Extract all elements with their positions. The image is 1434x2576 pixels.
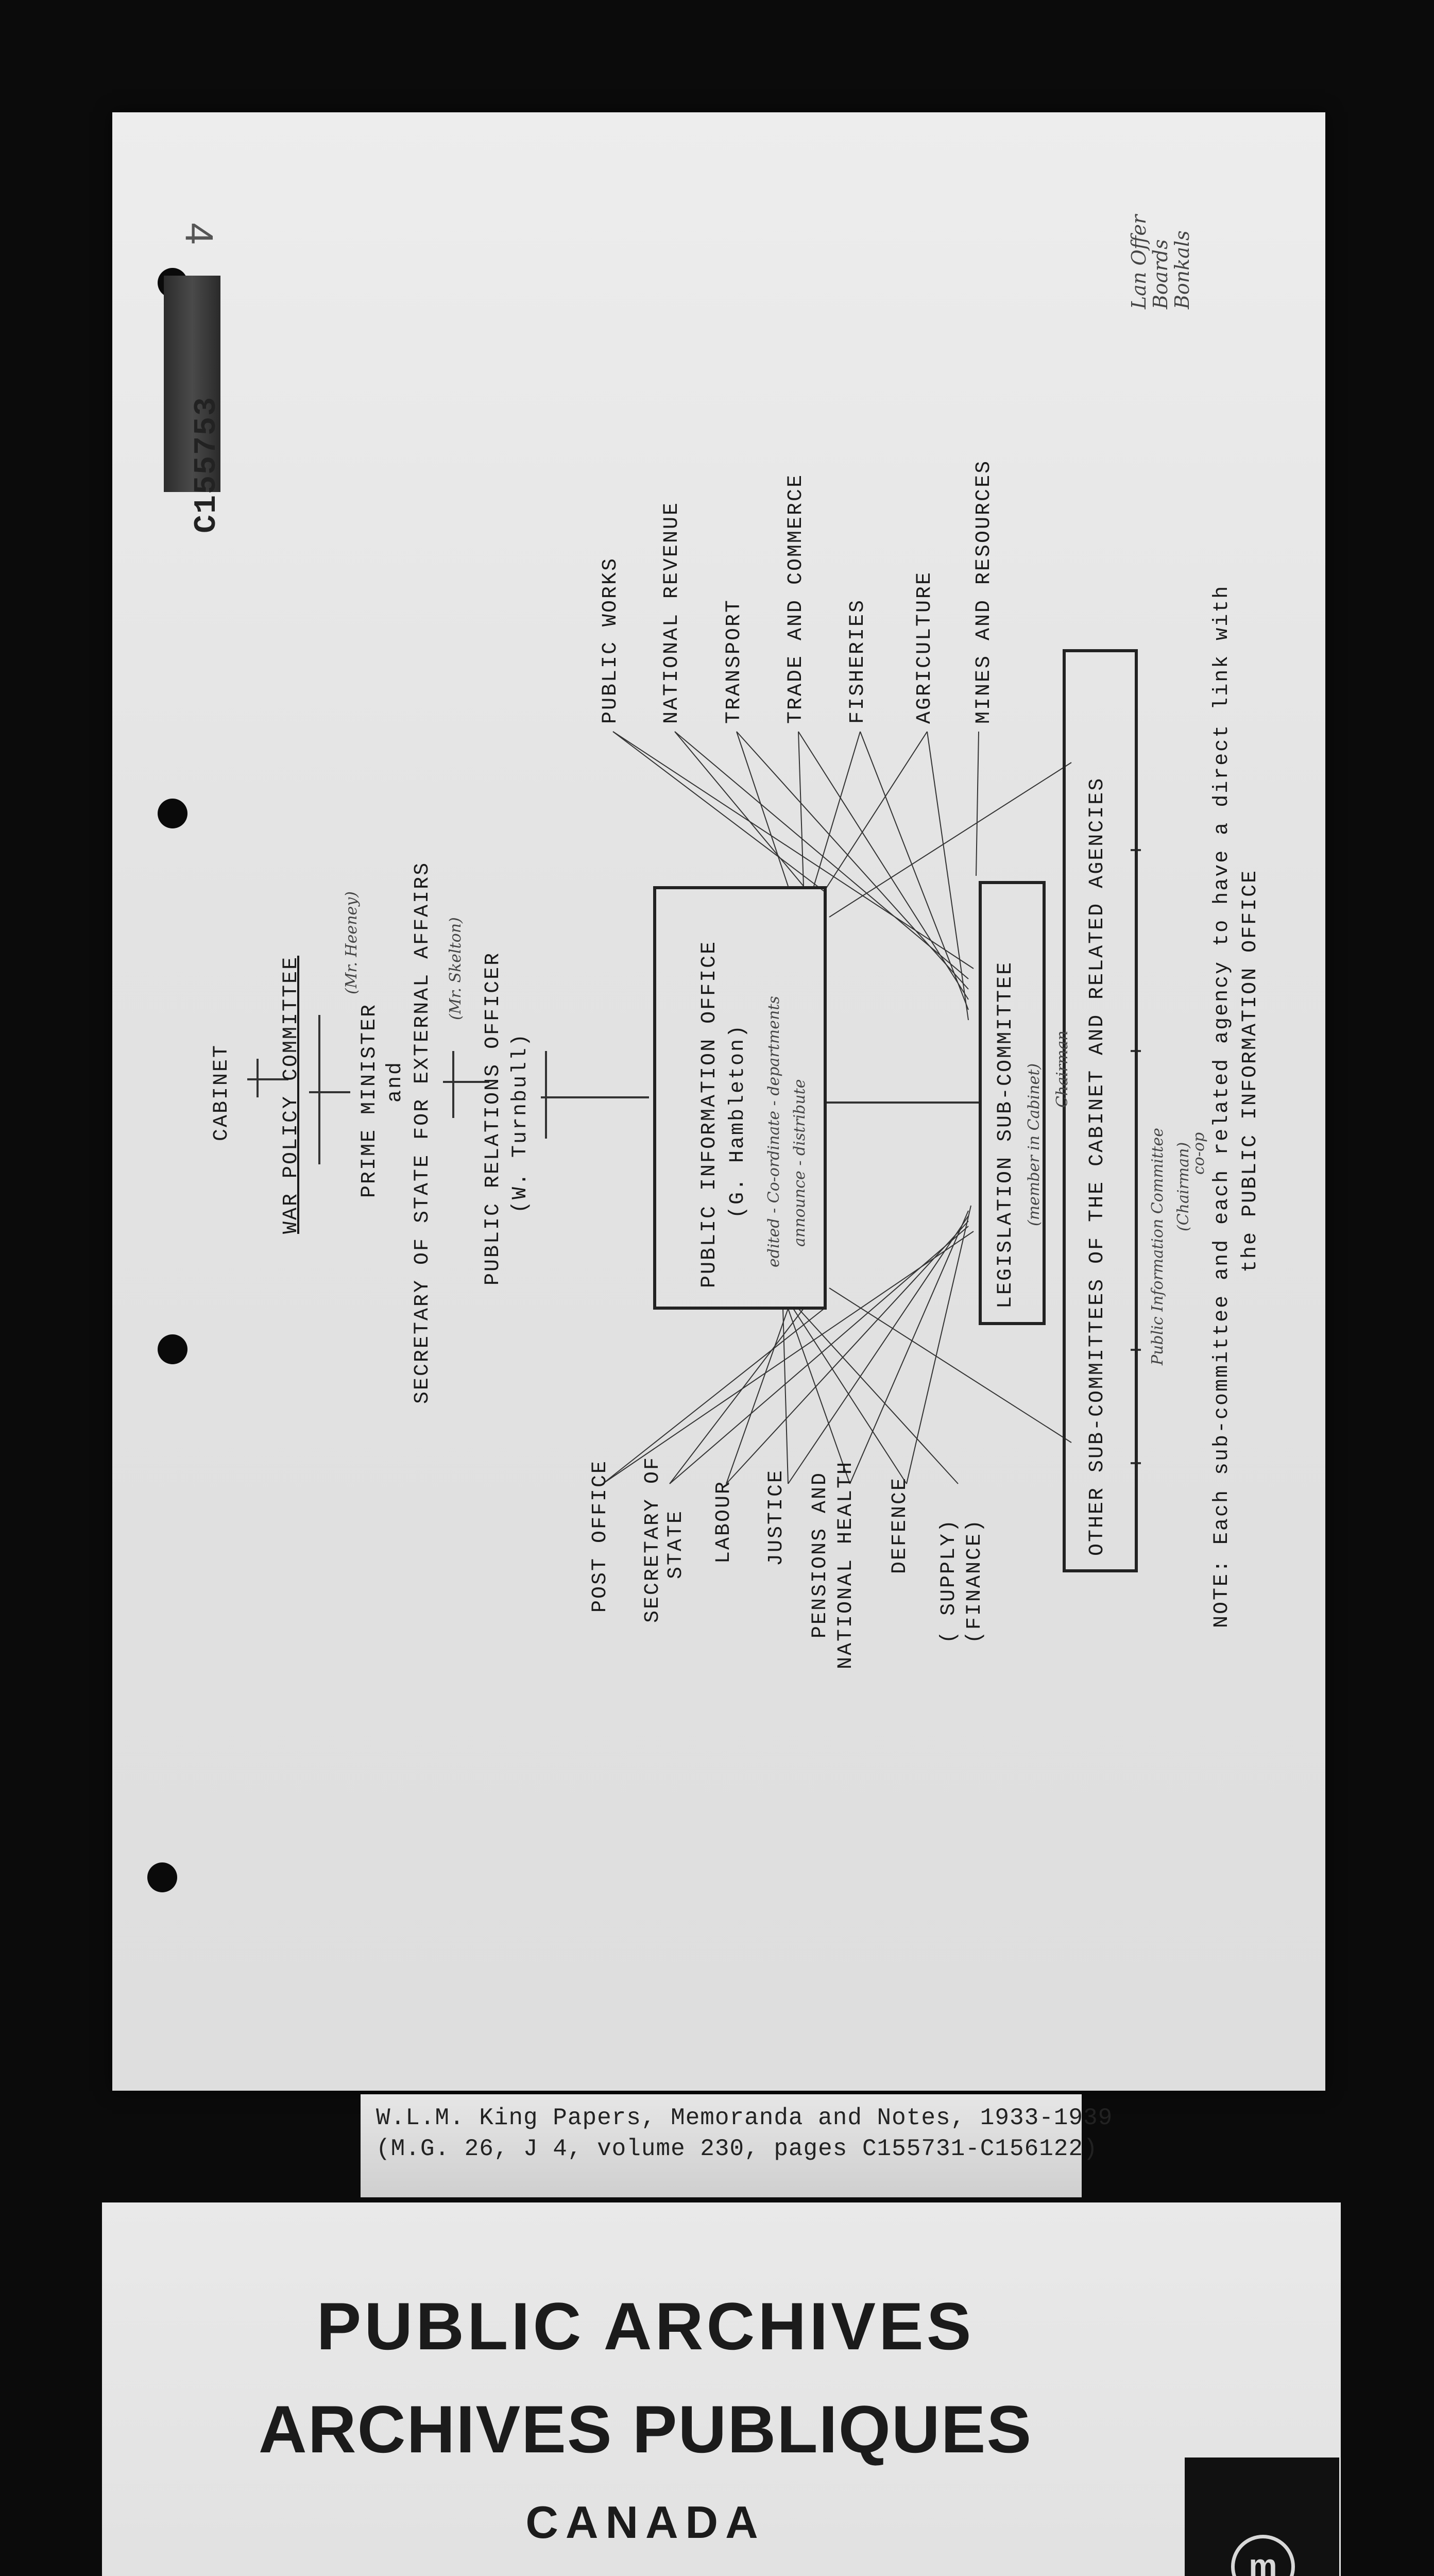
margin-note-line: Bonkals [1171,230,1193,309]
dept-trade-commerce: TRADE AND COMMERCE [784,473,808,724]
other-handwritten-note: (Chairman) [1174,1142,1192,1231]
dept-secretary-of-state: SECRETARY OF [641,1455,664,1623]
archive-title-en: PUBLIC ARCHIVES [316,2289,975,2364]
external-handwritten-note: (Mr. Skelton) [447,917,465,1020]
dept-transport: TRANSPORT [723,598,746,724]
dept-defence: DEFENCE [889,1476,912,1574]
dept-fisheries: FISHERIES [846,598,869,724]
archive-country: CANADA [525,2497,765,2548]
margin-note-line: Lan Offer [1128,214,1150,309]
pio-handwritten-note: edited - Co-ordinate - departments [765,996,783,1267]
archive-title-fr: ARCHIVES PUBLIQUES [258,2392,1033,2467]
pio-title: PUBLIC INFORMATION OFFICE [698,940,721,1288]
note-line-1: NOTE: Each sub-committee and each related agency to have a direct link with [1210,584,1234,1628]
source-label [361,2094,1113,2197]
source-label-line: (M.G. 26, J 4, volume 230, pages C155731-C156122) [376,2136,1098,2162]
pio-name: (G. Hambleton) [726,1023,749,1218]
note-line-2: the PUBLIC INFORMATION OFFICE [1239,869,1262,1273]
dept-labour: LABOUR [712,1480,736,1564]
dept-public-works: PUBLIC WORKS [599,556,622,724]
legislation-subcommittee-label: LEGISLATION SUB-COMMITTEE [994,960,1017,1309]
legislation-handwritten-note: (member in Cabinet) [1025,1063,1043,1226]
other-subcommittees-label: OTHER SUB-COMMITTEES OF THE CABINET AND RELATED AGENCIES [1086,776,1109,1556]
dept-supply: ( SUPPLY) [937,1518,961,1643]
dept-national-revenue: NATIONAL REVENUE [660,501,684,724]
other-handwritten-note: co-op [1190,1132,1208,1175]
and-label: and [384,1060,407,1103]
public-relations-officer-name: (W. Turnbull) [509,1032,532,1213]
pm-handwritten-note: (Mr. Heeney) [343,891,361,994]
prime-minister-label: PRIME MINISTER [358,1003,381,1198]
other-handwritten-note: Public Information Committee [1149,1128,1167,1365]
copyright-logo-icon: m [1231,2535,1295,2576]
pio-handwritten-note: announce - distribute [791,1079,809,1247]
dept-pensions-health: PENSIONS AND [809,1471,832,1638]
dept-post-office: POST OFFICE [589,1459,612,1613]
dept-agriculture: AGRICULTURE [913,570,936,724]
public-relations-officer-label: PUBLIC RELATIONS OFFICER [482,951,505,1285]
source-label-line: W.L.M. King Papers, Memoranda and Notes, 1933-1939 [376,2105,1113,2131]
margin-note-line: Boards [1149,239,1172,309]
dept-secretary-of-state: STATE [664,1509,688,1579]
war-policy-committee-label: WAR POLICY COMMITTEE [280,955,303,1234]
dept-pensions-health: NATIONAL HEALTH [834,1460,858,1669]
page-number: 4 [177,223,221,245]
dept-finance: (FINANCE) [963,1518,986,1643]
dept-justice: JUSTICE [765,1468,788,1566]
secretary-external-affairs-label: SECRETARY OF STATE FOR EXTERNAL AFFAIRS [411,861,434,1404]
legislation-handwritten-note: Chairman [1053,1030,1071,1108]
reference-code: C155753 [190,396,225,533]
cabinet-label: CABINET [210,1043,233,1141]
archive-card [102,2202,1341,2576]
dept-mines-resources: MINES AND RESOURCES [972,459,996,724]
